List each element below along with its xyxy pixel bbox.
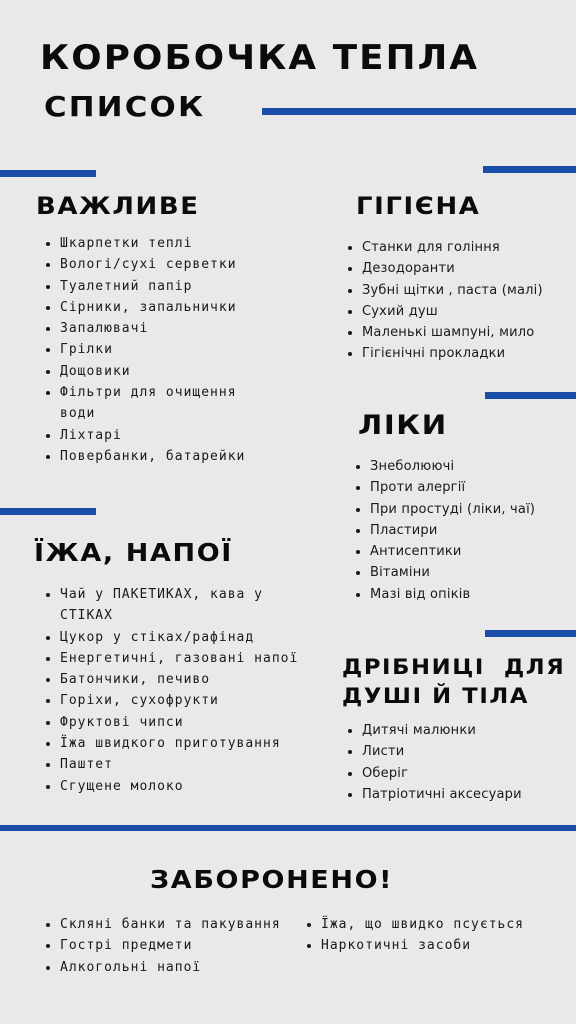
- section-heading-food: ЇЖА, НАПОЇ: [34, 538, 233, 567]
- divider-important: [0, 170, 96, 177]
- list-item: Ліхтарі: [44, 425, 284, 446]
- divider-hygiene: [483, 166, 576, 173]
- list-item: Батончики, печиво: [44, 669, 306, 690]
- list-item: Проти алергії: [354, 477, 576, 498]
- list-item: Туалетний папір: [44, 276, 284, 297]
- section-heading-soul-line2: ДУШІ Й ТІЛА: [342, 684, 530, 708]
- list-item: Гігієнічні прокладки: [346, 343, 576, 364]
- list-item: Вологі/сухі серветки: [44, 254, 284, 275]
- divider-soul: [485, 630, 576, 637]
- page-title: КОРОБОЧКА ТЕПЛА: [40, 38, 480, 78]
- list-item: Цукор у стіках/рафінад: [44, 627, 306, 648]
- list-item: Листи: [346, 741, 576, 762]
- list-item: Дитячі малюнки: [346, 720, 576, 741]
- list-item: Вітаміни: [354, 562, 576, 583]
- list-medicine: [354, 456, 576, 605]
- divider-forbidden: [0, 825, 576, 831]
- list-item: При простуді (ліки, чаї): [354, 499, 576, 520]
- list-item: Їжа швидкого приготування: [44, 733, 306, 754]
- divider-food: [0, 508, 96, 515]
- list-item: Горіхи, сухофрукти: [44, 690, 306, 711]
- section-heading-important: ВАЖЛИВЕ: [36, 192, 200, 220]
- list-item: Чай у ПАКЕТИКАХ, кава у: [44, 584, 306, 605]
- list-item: Сірники, запальнички: [44, 297, 284, 318]
- list-item: Зубні щітки , паста (малі): [346, 280, 576, 301]
- list-item: Дощовики: [44, 361, 284, 382]
- page-subtitle: СПИСОК: [44, 90, 206, 123]
- section-heading-medicine: ЛІКИ: [358, 410, 448, 441]
- list-important: [44, 233, 284, 467]
- header-divider: [262, 108, 576, 115]
- list-item: Шкарпетки теплі: [44, 233, 284, 254]
- list-item: Патріотичні аксесуари: [346, 784, 576, 805]
- section-heading-forbidden: ЗАБОРОНЕНО!: [150, 865, 394, 894]
- list-item: Дезодоранти: [346, 258, 576, 279]
- list-forbidden-right: [305, 914, 573, 957]
- list-item: Гострі предмети: [44, 935, 306, 956]
- list-item: Повербанки, батарейки: [44, 446, 284, 467]
- list-item: Маленькі шампуні, мило: [346, 322, 576, 343]
- list-item: Оберіг: [346, 763, 576, 784]
- list-item: Паштет: [44, 754, 306, 775]
- list-item: Наркотичні засоби: [305, 935, 573, 956]
- list-item: Мазі від опіків: [354, 584, 576, 605]
- list-soul: [346, 720, 576, 805]
- list-item: Їжа, що швидко псується: [305, 914, 573, 935]
- list-item: Алкогольні напої: [44, 957, 306, 978]
- list-item: Енергетичні, газовані напої: [44, 648, 306, 669]
- divider-medicine: [485, 392, 576, 399]
- list-item: Станки для гоління: [346, 237, 576, 258]
- list-item: Знеболюючі: [354, 456, 576, 477]
- list-item-continuation: СТІКАХ: [60, 608, 113, 624]
- list-item: Фруктові чипси: [44, 712, 306, 733]
- list-item: Грілки: [44, 339, 284, 360]
- list-hygiene: [346, 237, 576, 365]
- list-item: Скляні банки та пакування: [44, 914, 306, 935]
- list-food: [44, 584, 306, 797]
- list-item: Запалювачі: [44, 318, 284, 339]
- list-item: Сгущене молоко: [44, 776, 306, 797]
- section-heading-soul-line1: ДРІБНИЦІ ДЛЯ: [342, 655, 566, 679]
- list-item: Антисептики: [354, 541, 576, 562]
- list-item: Пластири: [354, 520, 576, 541]
- list-item: Фільтри для очищення: [44, 382, 284, 403]
- list-item-continuation: води: [60, 406, 96, 422]
- section-heading-hygiene: ГІГІЄНА: [356, 192, 481, 220]
- list-forbidden-left: [44, 914, 306, 978]
- list-item: Сухий душ: [346, 301, 576, 322]
